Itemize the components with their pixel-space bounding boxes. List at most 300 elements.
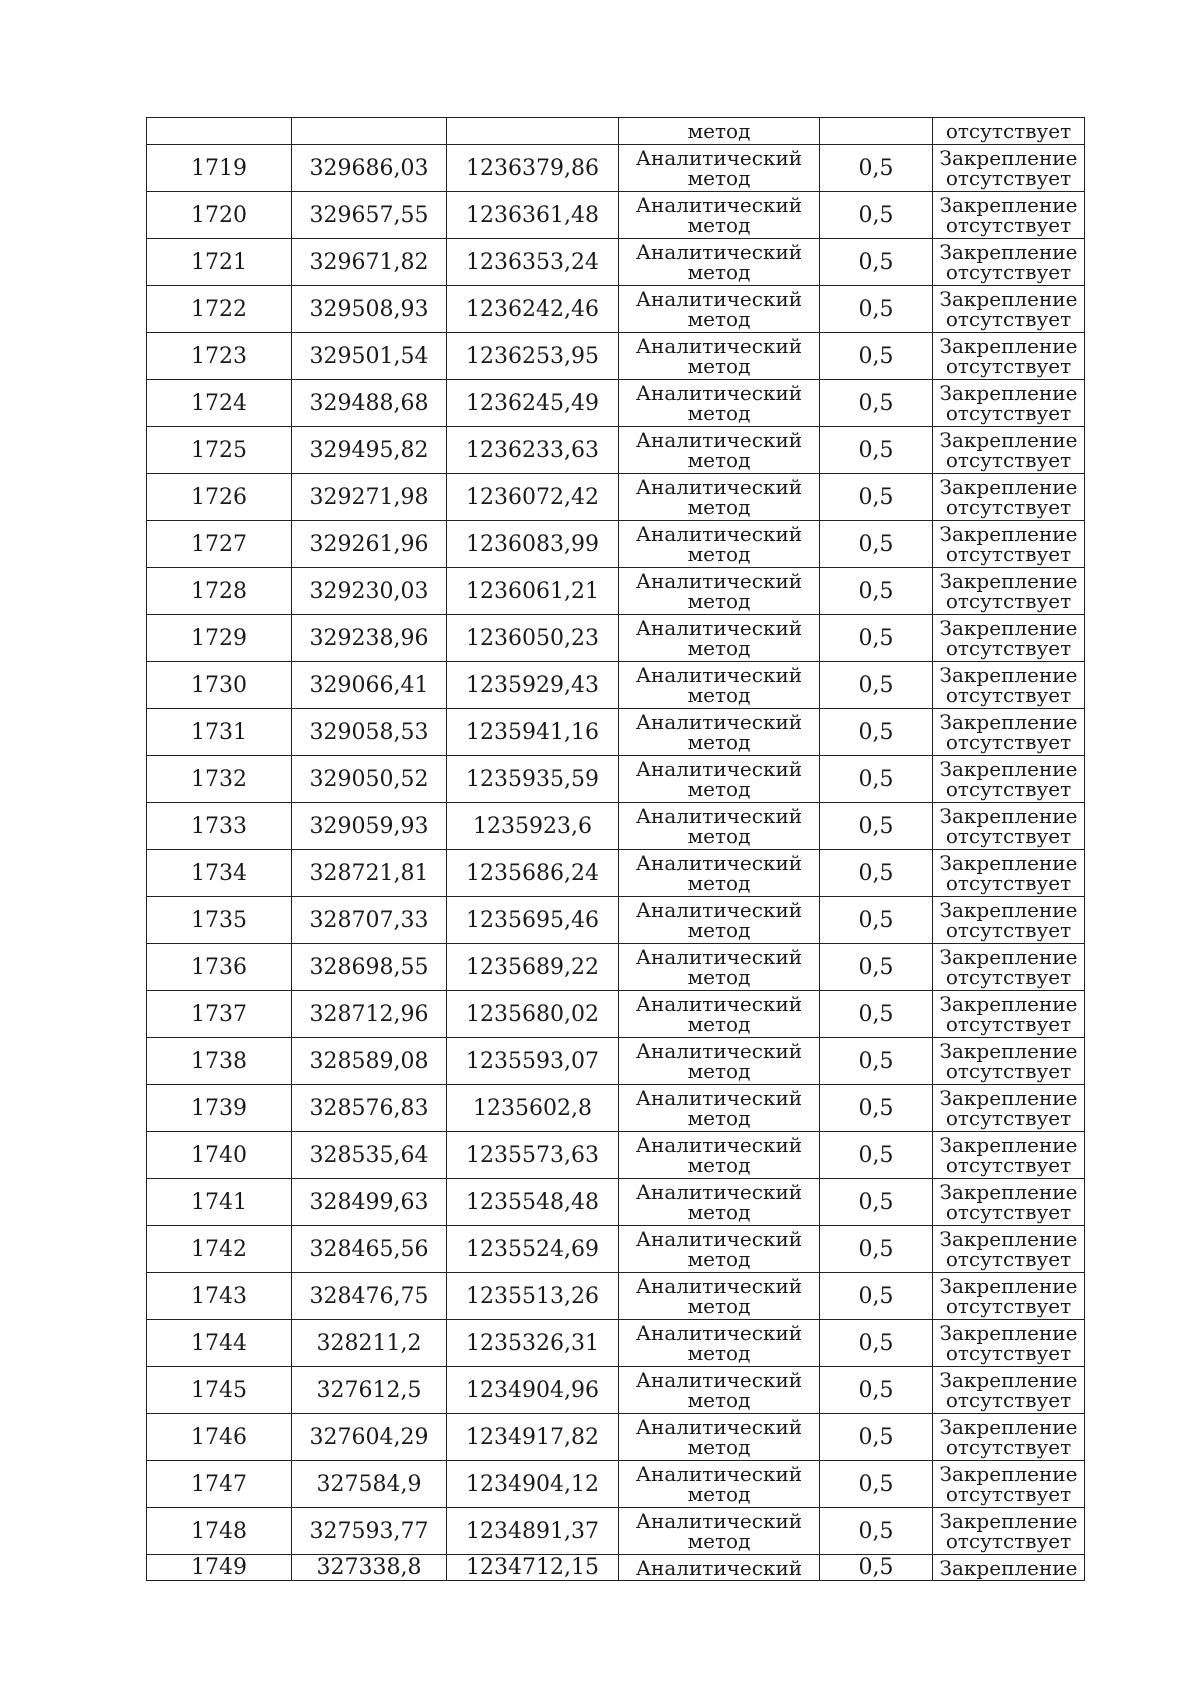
cell-method-line: Аналитический <box>635 898 803 922</box>
cell-accuracy: 0,5 <box>820 1414 933 1461</box>
cell-method-line: метод <box>687 1012 751 1036</box>
cell-fixing <box>933 1508 1085 1555</box>
cell-fixing-line: Закрепление <box>939 663 1078 687</box>
cell-fixing-line: отсутствует <box>945 918 1072 942</box>
cell-accuracy: 0,5 <box>820 1367 933 1414</box>
cell-y: 1235923,6 <box>447 803 619 850</box>
cell-point-number: 1749 <box>147 1555 292 1581</box>
cell-point-number: 1736 <box>147 944 292 991</box>
cell-point-number: 1728 <box>147 568 292 615</box>
cell-accuracy: 0,5 <box>820 1273 933 1320</box>
cell-fixing <box>933 1132 1085 1179</box>
cell-y: 1236253,95 <box>447 333 619 380</box>
cell-method-line: Аналитический <box>635 1321 803 1345</box>
cell-point-number: 1722 <box>147 286 292 333</box>
cell-accuracy: 0,5 <box>820 709 933 756</box>
cell-fixing-line: отсутствует <box>945 636 1072 660</box>
cell-method <box>619 1038 820 1085</box>
cell-accuracy: 0,5 <box>820 1226 933 1273</box>
cell-y: 1236242,46 <box>447 286 619 333</box>
cell-method-line: Аналитический <box>635 146 803 170</box>
cell-fixing-line: отсутствует <box>945 777 1072 801</box>
cell-method-line: Аналитический <box>635 1274 803 1298</box>
cell-fixing-line: Закрепление <box>939 1086 1078 1110</box>
cell-fixing-line: Закрепление <box>939 1133 1078 1157</box>
cell-y: 1236050,23 <box>447 615 619 662</box>
cell-method-line: Аналитический <box>635 851 803 875</box>
cell-accuracy: 0,5 <box>820 521 933 568</box>
cell-method-line: метод <box>687 871 751 895</box>
cell-fixing-line: Закрепление <box>939 1415 1078 1439</box>
cell-x: 328589,08 <box>292 1038 447 1085</box>
table-row <box>147 286 1085 333</box>
cell-x: 329059,93 <box>292 803 447 850</box>
cell-accuracy: 0,5 <box>820 145 933 192</box>
table-body <box>147 118 1085 1581</box>
cell-method <box>619 1132 820 1179</box>
cell-method <box>619 897 820 944</box>
cell-accuracy: 0,5 <box>820 1179 933 1226</box>
cell-method-line: метод <box>687 965 751 989</box>
cell-method-line: Аналитический <box>635 710 803 734</box>
cell-method: Аналитический <box>619 1555 820 1581</box>
cell-fixing <box>933 333 1085 380</box>
cell-method-line: метод <box>687 542 751 566</box>
cell-method <box>619 286 820 333</box>
cell-x: 329271,98 <box>292 474 447 521</box>
cell-fixing-line: Закрепление <box>939 898 1078 922</box>
cell-y: 1235548,48 <box>447 1179 619 1226</box>
cell-fixing-line: отсутствует <box>945 1435 1072 1459</box>
cell-y: 1234891,37 <box>447 1508 619 1555</box>
cell-fixing: отсутствует <box>933 118 1085 145</box>
cell-method-line: Аналитический <box>635 1509 803 1533</box>
cell-method <box>619 944 820 991</box>
cell-fixing <box>933 145 1085 192</box>
cell-accuracy: 0,5 <box>820 850 933 897</box>
cell-fixing-line: Закрепление <box>939 616 1078 640</box>
cell-fixing-line: отсутствует <box>945 1482 1072 1506</box>
cell-y: 1234712,15 <box>447 1555 619 1581</box>
table-row <box>147 1085 1085 1132</box>
cell-method-line: метод <box>687 495 751 519</box>
cell-point-number: 1726 <box>147 474 292 521</box>
cell-accuracy: 0,5 <box>820 1085 933 1132</box>
cell-fixing-line: Закрепление <box>939 428 1078 452</box>
cell-method <box>619 662 820 709</box>
cell-accuracy: 0,5 <box>820 662 933 709</box>
cell-method <box>619 145 820 192</box>
cell-fixing-line: Закрепление <box>939 1274 1078 1298</box>
cell-accuracy: 0,5 <box>820 1508 933 1555</box>
cell-method <box>619 803 820 850</box>
cell-fixing-line: Закрепление <box>939 1509 1078 1533</box>
cell-fixing-line: Закрепление <box>939 992 1078 1016</box>
cell-point-number <box>147 118 292 145</box>
cell-x: 329686,03 <box>292 145 447 192</box>
cell-point-number: 1747 <box>147 1461 292 1508</box>
cell-method-line: метод <box>687 213 751 237</box>
cell-point-number: 1744 <box>147 1320 292 1367</box>
cell-x: 328465,56 <box>292 1226 447 1273</box>
cell-fixing-line: Закрепление <box>939 475 1078 499</box>
cell-method-line: метод <box>687 1200 751 1224</box>
cell-point-number: 1725 <box>147 427 292 474</box>
cell-fixing-line: отсутствует <box>945 1341 1072 1365</box>
cell-x: 327338,8 <box>292 1555 447 1581</box>
cell-accuracy: 0,5 <box>820 1555 933 1581</box>
cell-method-line: Аналитический <box>635 663 803 687</box>
cell-fixing <box>933 380 1085 427</box>
cell-accuracy: 0,5 <box>820 286 933 333</box>
cell-method-line: Аналитический <box>635 1368 803 1392</box>
cell-method-line: Аналитический <box>635 381 803 405</box>
cell-method-line: Аналитический <box>635 1039 803 1063</box>
table-row <box>147 1179 1085 1226</box>
table-row <box>147 1273 1085 1320</box>
table-row <box>147 615 1085 662</box>
cell-x: 329066,41 <box>292 662 447 709</box>
cell-point-number: 1737 <box>147 991 292 1038</box>
cell-method <box>619 380 820 427</box>
cell-method <box>619 192 820 239</box>
cell-point-number: 1742 <box>147 1226 292 1273</box>
cell-y: 1235513,26 <box>447 1273 619 1320</box>
table-row <box>147 333 1085 380</box>
cell-fixing <box>933 239 1085 286</box>
cell-method <box>619 1226 820 1273</box>
cell-fixing-line: отсутствует <box>945 260 1072 284</box>
cell-point-number: 1721 <box>147 239 292 286</box>
cell-fixing-line: отсутствует <box>945 1247 1072 1271</box>
cell-fixing-line: отсутствует <box>945 307 1072 331</box>
table-row <box>147 897 1085 944</box>
cell-point-number: 1735 <box>147 897 292 944</box>
table-row <box>147 521 1085 568</box>
cell-fixing-line: отсутствует <box>945 1200 1072 1224</box>
cell-method-line: Аналитический <box>635 193 803 217</box>
cell-fixing-line: отсутствует <box>945 965 1072 989</box>
cell-fixing <box>933 1273 1085 1320</box>
cell-fixing-line: Закрепление <box>939 146 1078 170</box>
cell-fixing-line: отсутствует <box>945 1059 1072 1083</box>
cell-point-number: 1745 <box>147 1367 292 1414</box>
cell-fixing-line: Закрепление <box>939 710 1078 734</box>
cell-y: 1236083,99 <box>447 521 619 568</box>
cell-x: 328707,33 <box>292 897 447 944</box>
cell-fixing-line: отсутствует <box>945 1153 1072 1177</box>
cell-accuracy: 0,5 <box>820 474 933 521</box>
cell-method-line: метод <box>687 730 751 754</box>
cell-fixing-line: Закрепление <box>939 381 1078 405</box>
cell-method <box>619 568 820 615</box>
cell-fixing-line: Закрепление <box>939 945 1078 969</box>
cell-fixing <box>933 615 1085 662</box>
cell-method-line: метод <box>687 1059 751 1083</box>
cell-x <box>292 118 447 145</box>
cell-x: 329508,93 <box>292 286 447 333</box>
cell-y: 1235695,46 <box>447 897 619 944</box>
cell-point-number: 1733 <box>147 803 292 850</box>
cell-fixing-line: Закрепление <box>939 1321 1078 1345</box>
cell-method <box>619 1367 820 1414</box>
cell-y: 1236072,42 <box>447 474 619 521</box>
cell-y: 1235686,24 <box>447 850 619 897</box>
cell-x: 327593,77 <box>292 1508 447 1555</box>
cell-fixing <box>933 850 1085 897</box>
cell-fixing-line: отсутствует <box>945 730 1072 754</box>
cell-method-line: Аналитический <box>635 945 803 969</box>
cell-x: 328535,64 <box>292 1132 447 1179</box>
cell-fixing: Закрепление <box>933 1555 1085 1581</box>
cell-x: 329495,82 <box>292 427 447 474</box>
cell-fixing <box>933 662 1085 709</box>
table-row <box>147 380 1085 427</box>
cell-accuracy: 0,5 <box>820 615 933 662</box>
cell-fixing-line: отсутствует <box>945 354 1072 378</box>
cell-y: 1235689,22 <box>447 944 619 991</box>
cell-point-number: 1731 <box>147 709 292 756</box>
cell-method-line: метод <box>687 1529 751 1553</box>
table-row <box>147 474 1085 521</box>
cell-x: 328712,96 <box>292 991 447 1038</box>
cell-x: 327584,9 <box>292 1461 447 1508</box>
cell-method-line: метод <box>687 166 751 190</box>
cell-accuracy: 0,5 <box>820 192 933 239</box>
cell-fixing <box>933 568 1085 615</box>
table-row <box>147 1038 1085 1085</box>
cell-method <box>619 521 820 568</box>
table-row <box>147 850 1085 897</box>
cell-point-number: 1719 <box>147 145 292 192</box>
cell-method <box>619 756 820 803</box>
table-row <box>147 568 1085 615</box>
cell-method <box>619 709 820 756</box>
cell-x: 328576,83 <box>292 1085 447 1132</box>
cell-y: 1236061,21 <box>447 568 619 615</box>
cell-accuracy: 0,5 <box>820 1132 933 1179</box>
table-row <box>147 662 1085 709</box>
coordinates-table <box>146 117 1085 1581</box>
cell-x: 328476,75 <box>292 1273 447 1320</box>
cell-fixing <box>933 756 1085 803</box>
table-row <box>147 427 1085 474</box>
cell-method-line: Аналитический <box>635 804 803 828</box>
cell-x: 327604,29 <box>292 1414 447 1461</box>
cell-fixing <box>933 944 1085 991</box>
cell-x: 329058,53 <box>292 709 447 756</box>
cell-method-line: метод <box>687 1247 751 1271</box>
cell-y: 1235326,31 <box>447 1320 619 1367</box>
cell-fixing <box>933 1085 1085 1132</box>
cell-method-line: Аналитический <box>635 522 803 546</box>
cell-fixing <box>933 709 1085 756</box>
cell-fixing-line: отсутствует <box>945 542 1072 566</box>
cell-method-line: Аналитический <box>635 475 803 499</box>
cell-fixing-line: Закрепление <box>939 851 1078 875</box>
cell-accuracy: 0,5 <box>820 1461 933 1508</box>
cell-x: 329488,68 <box>292 380 447 427</box>
cell-method <box>619 1414 820 1461</box>
table-row <box>147 991 1085 1038</box>
cell-fixing <box>933 192 1085 239</box>
cell-accuracy: 0,5 <box>820 568 933 615</box>
cell-point-number: 1748 <box>147 1508 292 1555</box>
table-row <box>147 1461 1085 1508</box>
cell-method-line: Аналитический <box>635 1415 803 1439</box>
cell-method-line: метод <box>687 260 751 284</box>
cell-y: 1235941,16 <box>447 709 619 756</box>
cell-fixing <box>933 897 1085 944</box>
cell-method <box>619 427 820 474</box>
cell-fixing-line: отсутствует <box>945 213 1072 237</box>
cell-fixing <box>933 1179 1085 1226</box>
cell-accuracy: 0,5 <box>820 803 933 850</box>
cell-method-line: метод <box>687 307 751 331</box>
cell-fixing-line: отсутствует <box>945 1012 1072 1036</box>
cell-fixing <box>933 1367 1085 1414</box>
cell-method-line: Аналитический <box>635 992 803 1016</box>
cell-method-line: Аналитический <box>635 757 803 781</box>
cell-fixing-line: отсутствует <box>945 1294 1072 1318</box>
cell-method-line: метод <box>687 824 751 848</box>
cell-fixing-line: отсутствует <box>945 683 1072 707</box>
cell-fixing <box>933 427 1085 474</box>
cell-method <box>619 615 820 662</box>
cell-x: 329657,55 <box>292 192 447 239</box>
cell-fixing-line: Закрепление <box>939 1039 1078 1063</box>
cell-fixing <box>933 1461 1085 1508</box>
cell-fixing-line: Закрепление <box>939 1227 1078 1251</box>
cell-method-line: Аналитический <box>635 287 803 311</box>
cell-point-number: 1730 <box>147 662 292 709</box>
cell-y: 1234904,12 <box>447 1461 619 1508</box>
cell-method-line: метод <box>687 918 751 942</box>
cell-fixing <box>933 1414 1085 1461</box>
table-row-partial <box>147 1555 1085 1581</box>
cell-y: 1235929,43 <box>447 662 619 709</box>
cell-y <box>447 118 619 145</box>
cell-y: 1235524,69 <box>447 1226 619 1273</box>
cell-fixing-line: отсутствует <box>945 1388 1072 1412</box>
cell-x: 329238,96 <box>292 615 447 662</box>
cell-method-line: метод <box>687 1294 751 1318</box>
cell-fixing-line: отсутствует <box>945 1106 1072 1130</box>
cell-x: 327612,5 <box>292 1367 447 1414</box>
cell-fixing <box>933 991 1085 1038</box>
cell-fixing <box>933 803 1085 850</box>
cell-method-line: метод <box>687 354 751 378</box>
cell-fixing-line: Закрепление <box>939 240 1078 264</box>
cell-method <box>619 1320 820 1367</box>
cell-method <box>619 991 820 1038</box>
cell-point-number: 1734 <box>147 850 292 897</box>
cell-fixing <box>933 474 1085 521</box>
cell-method-line: метод <box>687 589 751 613</box>
cell-accuracy: 0,5 <box>820 897 933 944</box>
cell-method-line: метод <box>687 401 751 425</box>
cell-y: 1236361,48 <box>447 192 619 239</box>
cell-fixing-line: Закрепление <box>939 287 1078 311</box>
cell-x: 329230,03 <box>292 568 447 615</box>
cell-point-number: 1738 <box>147 1038 292 1085</box>
cell-method-line: метод <box>687 1482 751 1506</box>
cell-fixing-line: отсутствует <box>945 1529 1072 1553</box>
cell-fixing-line: отсутствует <box>945 589 1072 613</box>
cell-method <box>619 1273 820 1320</box>
cell-fixing-line: Закрепление <box>939 569 1078 593</box>
table-row <box>147 756 1085 803</box>
cell-x: 328499,63 <box>292 1179 447 1226</box>
cell-method-line: Аналитический <box>635 1462 803 1486</box>
cell-method-line: метод <box>687 777 751 801</box>
cell-method-line: метод <box>687 1153 751 1177</box>
cell-method <box>619 850 820 897</box>
cell-fixing <box>933 286 1085 333</box>
cell-method <box>619 1179 820 1226</box>
cell-accuracy: 0,5 <box>820 1038 933 1085</box>
table-row <box>147 192 1085 239</box>
cell-accuracy: 0,5 <box>820 380 933 427</box>
cell-fixing-line: отсутствует <box>945 166 1072 190</box>
cell-method <box>619 239 820 286</box>
cell-point-number: 1724 <box>147 380 292 427</box>
cell-point-number: 1723 <box>147 333 292 380</box>
cell-x: 328698,55 <box>292 944 447 991</box>
table-row <box>147 1508 1085 1555</box>
cell-accuracy: 0,5 <box>820 991 933 1038</box>
cell-fixing-line: отсутствует <box>945 824 1072 848</box>
cell-method: метод <box>619 118 820 145</box>
table-row <box>147 239 1085 286</box>
cell-fixing-line: Закрепление <box>939 334 1078 358</box>
table-row <box>147 1320 1085 1367</box>
cell-method-line: метод <box>687 1388 751 1412</box>
table-row <box>147 944 1085 991</box>
cell-method-line: Аналитический <box>635 1180 803 1204</box>
cell-accuracy: 0,5 <box>820 756 933 803</box>
cell-method-line: Аналитический <box>635 428 803 452</box>
cell-fixing <box>933 1320 1085 1367</box>
cell-point-number: 1739 <box>147 1085 292 1132</box>
cell-fixing-line: Закрепление <box>939 522 1078 546</box>
cell-method-line: Аналитический <box>635 1086 803 1110</box>
cell-method <box>619 474 820 521</box>
cell-y: 1235593,07 <box>447 1038 619 1085</box>
cell-y: 1235602,8 <box>447 1085 619 1132</box>
cell-method <box>619 333 820 380</box>
cell-y: 1236233,63 <box>447 427 619 474</box>
cell-y: 1236353,24 <box>447 239 619 286</box>
cell-method <box>619 1508 820 1555</box>
cell-method-line: метод <box>687 683 751 707</box>
cell-accuracy <box>820 118 933 145</box>
cell-x: 329501,54 <box>292 333 447 380</box>
cell-x: 328721,81 <box>292 850 447 897</box>
cell-fixing-line: отсутствует <box>945 448 1072 472</box>
cell-x: 329050,52 <box>292 756 447 803</box>
cell-y: 1236245,49 <box>447 380 619 427</box>
cell-y: 1234904,96 <box>447 1367 619 1414</box>
cell-accuracy: 0,5 <box>820 944 933 991</box>
cell-accuracy: 0,5 <box>820 239 933 286</box>
cell-accuracy: 0,5 <box>820 1320 933 1367</box>
cell-method-line: метод <box>687 636 751 660</box>
cell-y: 1235573,63 <box>447 1132 619 1179</box>
cell-y: 1234917,82 <box>447 1414 619 1461</box>
cell-method-line: метод <box>687 1341 751 1365</box>
table-row-continuation <box>147 118 1085 145</box>
